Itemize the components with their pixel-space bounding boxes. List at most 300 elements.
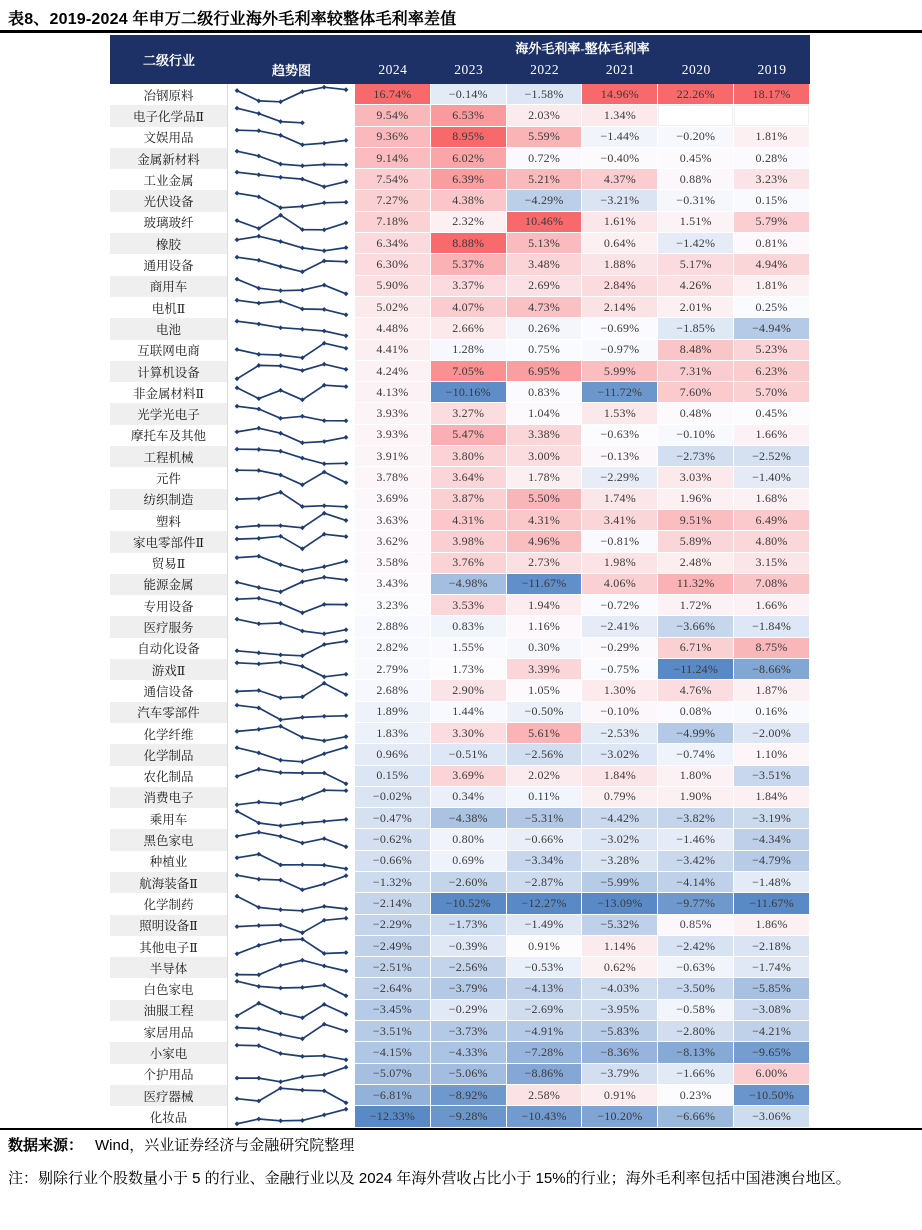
- sparkline-point-marker: [278, 823, 283, 828]
- value-cells: [355, 829, 810, 850]
- sparkline-point-marker: [300, 414, 305, 419]
- heatmap-value-cell-2023: 0.34%: [431, 787, 507, 808]
- trend-sparkline-cell: [228, 978, 355, 999]
- heatmap-value-cell-2021: 1.14%: [582, 936, 658, 957]
- sparkline-point-marker: [322, 752, 327, 757]
- heatmap-value-cell-2023: 6.02%: [431, 148, 507, 169]
- table-row: [110, 766, 810, 787]
- table-row: [110, 829, 810, 850]
- sparkline-chart: [228, 212, 355, 233]
- value-cells: [355, 233, 810, 254]
- sparkline-point-marker: [278, 758, 283, 763]
- sparkline-point-marker: [300, 440, 305, 445]
- sparkline-point-marker: [256, 173, 261, 178]
- heatmap-value-cell-2021: −5.83%: [582, 1021, 658, 1042]
- industry-label: 光学光电子: [110, 403, 228, 424]
- sparkline-point-marker: [300, 821, 305, 826]
- table-row: [110, 915, 810, 936]
- heatmap-value-cell-2021: −5.99%: [582, 872, 658, 893]
- table-row: [110, 893, 810, 914]
- sparkline-point-marker: [344, 367, 349, 372]
- heatmap-value-cell-2019: −4.79%: [734, 851, 810, 872]
- heatmap-value-cell-2023: −8.92%: [431, 1085, 507, 1106]
- sparkline-point-marker: [235, 979, 240, 984]
- heatmap-value-cell-2022: 2.69%: [507, 276, 583, 297]
- sparkline-point-marker: [300, 456, 305, 461]
- heatmap-value-cell-2022: 0.75%: [507, 340, 583, 361]
- industry-label: 白色家电: [110, 978, 228, 999]
- sparkline-point-marker: [278, 326, 283, 331]
- heatmap-value-cell-2019: 1.66%: [734, 595, 810, 616]
- sparkline-point-marker: [235, 580, 240, 585]
- heatmap-value-cell-2021: 1.53%: [582, 403, 658, 424]
- heatmap-value-cell-2020: −9.77%: [658, 893, 734, 914]
- industry-label: 化妆品: [110, 1106, 228, 1127]
- sparkline-point-marker: [344, 734, 349, 739]
- heatmap-value-cell-2023: −10.16%: [431, 382, 507, 403]
- heatmap-value-cell-2019: [734, 105, 810, 126]
- value-cells: [355, 169, 810, 190]
- sparkline-point-marker: [322, 738, 327, 743]
- heatmap-value-cell-2022: 5.21%: [507, 169, 583, 190]
- heatmap-value-cell-2024: 6.30%: [355, 254, 431, 275]
- heatmap-value-cell-2023: 0.83%: [431, 616, 507, 637]
- heatmap-value-cell-2020: −0.20%: [658, 127, 734, 148]
- trend-sparkline-cell: [228, 276, 355, 297]
- heatmap-value-cell-2022: 5.13%: [507, 233, 583, 254]
- industry-label: 冶钢原料: [110, 84, 228, 105]
- industry-label: 专用设备: [110, 595, 228, 616]
- industry-label: 化学制药: [110, 893, 228, 914]
- heatmap-value-cell-2022: 3.48%: [507, 254, 583, 275]
- sparkline-point-marker: [256, 943, 261, 948]
- heatmap-value-cell-2022: −8.86%: [507, 1064, 583, 1085]
- industry-label: 小家电: [110, 1042, 228, 1063]
- sparkline-point-marker: [322, 362, 327, 367]
- sparkline-point-marker: [278, 352, 283, 357]
- industry-label: 通信设备: [110, 680, 228, 701]
- industry-label: 个护用品: [110, 1064, 228, 1085]
- trend-sparkline-cell: [228, 829, 355, 850]
- value-cells: [355, 127, 810, 148]
- sparkline-point-marker: [235, 1025, 240, 1030]
- group-header-overseas-minus-overall: 海外毛利率-整体毛利率: [515, 41, 650, 56]
- sparkline-point-marker: [235, 298, 240, 303]
- heatmap-value-cell-2024: −2.49%: [355, 936, 431, 957]
- table-row: [110, 553, 810, 574]
- table-row: [110, 340, 810, 361]
- sparkline-point-marker: [278, 388, 283, 393]
- sparkline-chart: [228, 403, 355, 424]
- sparkline-point-marker: [256, 1044, 261, 1049]
- heatmap-value-cell-2024: −2.29%: [355, 915, 431, 936]
- value-cells: [355, 190, 810, 211]
- value-cells: [355, 382, 810, 403]
- heatmap-value-cell-2024: 9.36%: [355, 127, 431, 148]
- heatmap-value-cell-2024: 3.43%: [355, 574, 431, 595]
- heatmap-value-cell-2020: 3.03%: [658, 467, 734, 488]
- value-cells: [355, 553, 810, 574]
- value-cells: [355, 808, 810, 829]
- sparkline-point-marker: [235, 106, 240, 111]
- sparkline-chart: [228, 169, 355, 190]
- sparkline-point-marker: [300, 796, 305, 801]
- sparkline-point-marker: [278, 652, 283, 657]
- table-row: [110, 318, 810, 339]
- industry-label: 其他电子Ⅱ: [110, 936, 228, 957]
- sparkline-point-marker: [300, 1074, 305, 1079]
- sparkline-chart: [228, 723, 355, 744]
- sparkline-point-marker: [256, 128, 261, 133]
- sparkline-point-marker: [278, 239, 283, 244]
- sparkline-point-marker: [300, 862, 305, 867]
- sparkline-point-marker: [235, 255, 240, 260]
- table-row: [110, 744, 810, 765]
- heatmap-value-cell-2023: 5.47%: [431, 425, 507, 446]
- sparkline-point-marker: [300, 770, 305, 775]
- heatmap-value-cell-2019: 5.79%: [734, 212, 810, 233]
- heatmap-value-cell-2019: 1.68%: [734, 489, 810, 510]
- industry-label: 塑料: [110, 510, 228, 531]
- sparkline-point-marker: [344, 518, 349, 523]
- sparkline-point-marker: [235, 468, 240, 473]
- sparkline-point-marker: [344, 162, 349, 167]
- heatmap-value-cell-2022: 3.38%: [507, 425, 583, 446]
- value-cells: [355, 936, 810, 957]
- heatmap-value-cell-2020: 4.26%: [658, 276, 734, 297]
- heatmap-value-cell-2021: 1.61%: [582, 212, 658, 233]
- heatmap-value-cell-2022: −0.66%: [507, 829, 583, 850]
- heatmap-value-cell-2019: 3.15%: [734, 553, 810, 574]
- heatmap-value-cell-2019: 6.00%: [734, 1064, 810, 1085]
- heatmap-value-cell-2021: 2.14%: [582, 297, 658, 318]
- sparkline-point-marker: [322, 1054, 327, 1059]
- value-cells: [355, 766, 810, 787]
- sparkline-point-marker: [278, 363, 283, 368]
- industry-label: 商用车: [110, 276, 228, 297]
- table-row: [110, 276, 810, 297]
- heatmap-value-cell-2023: −5.06%: [431, 1064, 507, 1085]
- heatmap-value-cell-2022: −1.58%: [507, 84, 583, 105]
- sparkline-chart: [228, 361, 355, 382]
- trend-sparkline-cell: [228, 127, 355, 148]
- sparkline-point-marker: [344, 435, 349, 440]
- sparkline-point-marker: [235, 191, 240, 196]
- heatmap-value-cell-2021: −4.42%: [582, 808, 658, 829]
- heatmap-value-cell-2019: −3.06%: [734, 1106, 810, 1127]
- heatmap-value-cell-2023: 3.53%: [431, 595, 507, 616]
- heatmap-value-cell-2020: −8.13%: [658, 1042, 734, 1063]
- heatmap-value-cell-2023: 2.90%: [431, 680, 507, 701]
- table-row: [110, 957, 810, 978]
- heatmap-value-cell-2022: −4.13%: [507, 978, 583, 999]
- heatmap-value-cell-2023: 2.32%: [431, 212, 507, 233]
- sparkline-point-marker: [256, 523, 261, 528]
- trend-sparkline-cell: [228, 808, 355, 829]
- heatmap-value-cell-2021: −3.02%: [582, 744, 658, 765]
- trend-sparkline-cell: [228, 510, 355, 531]
- heatmap-value-cell-2023: −2.56%: [431, 957, 507, 978]
- sparkline-point-marker: [235, 170, 240, 175]
- heatmap-value-cell-2022: 3.39%: [507, 659, 583, 680]
- sparkline-point-marker: [300, 1054, 305, 1059]
- sparkline-point-marker: [344, 384, 349, 389]
- table-bottom-divider: [0, 1128, 922, 1130]
- sparkline-point-marker: [322, 140, 327, 145]
- sparkline-point-marker: [256, 984, 261, 989]
- value-cells: [355, 702, 810, 723]
- sparkline-point-marker: [300, 629, 305, 634]
- sparkline-point-marker: [322, 329, 327, 334]
- heatmap-value-cell-2019: 0.28%: [734, 148, 810, 169]
- heatmap-value-cell-2024: −5.07%: [355, 1064, 431, 1085]
- heatmap-value-cell-2024: 3.62%: [355, 531, 431, 552]
- heatmap-value-cell-2020: −4.14%: [658, 872, 734, 893]
- sparkline-point-marker: [278, 922, 283, 927]
- sparkline-chart: [228, 340, 355, 361]
- heatmap-value-cell-2023: 2.66%: [431, 318, 507, 339]
- trend-sparkline-cell: [228, 467, 355, 488]
- sparkline-point-marker: [344, 461, 349, 466]
- sparkline-point-marker: [300, 715, 305, 720]
- sparkline-point-marker: [344, 873, 349, 878]
- sparkline-point-marker: [235, 555, 240, 560]
- trend-sparkline-cell: [228, 872, 355, 893]
- sparkline-point-marker: [278, 621, 283, 626]
- sparkline-chart: [228, 702, 355, 723]
- sparkline-point-marker: [344, 138, 349, 143]
- heatmap-value-cell-2023: 3.27%: [431, 403, 507, 424]
- sparkline-point-marker: [278, 288, 283, 293]
- sparkline-chart: [228, 446, 355, 467]
- sparkline-point-marker: [256, 286, 261, 291]
- sparkline-point-marker: [235, 127, 240, 132]
- sparkline-point-marker: [344, 1107, 349, 1112]
- heatmap-value-cell-2023: −2.60%: [431, 872, 507, 893]
- heatmap-value-cell-2023: 7.05%: [431, 361, 507, 382]
- heatmap-value-cell-2020: −1.42%: [658, 233, 734, 254]
- sparkline-point-marker: [278, 1032, 283, 1037]
- sparkline-point-marker: [322, 461, 327, 466]
- sparkline-point-marker: [235, 855, 240, 860]
- value-cells: [355, 744, 810, 765]
- heatmap-value-cell-2019: 4.94%: [734, 254, 810, 275]
- heatmap-value-cell-2021: 3.41%: [582, 510, 658, 531]
- trend-sparkline-cell: [228, 190, 355, 211]
- table-row: [110, 1021, 810, 1042]
- sparkline-chart: [228, 1064, 355, 1085]
- heatmap-value-cell-2024: 6.34%: [355, 233, 431, 254]
- heatmap-value-cell-2020: −0.74%: [658, 744, 734, 765]
- sparkline-point-marker: [235, 745, 240, 750]
- heatmap-value-cell-2019: 0.15%: [734, 190, 810, 211]
- heatmap-value-cell-2019: 1.87%: [734, 680, 810, 701]
- heatmap-value-cell-2020: 0.88%: [658, 169, 734, 190]
- sparkline-point-marker: [256, 496, 261, 501]
- value-cells: [355, 361, 810, 382]
- table-row: [110, 489, 810, 510]
- heatmap-value-cell-2023: 3.80%: [431, 446, 507, 467]
- heatmap-value-cell-2021: −11.72%: [582, 382, 658, 403]
- heatmap-value-cell-2024: −4.15%: [355, 1042, 431, 1063]
- heatmap-value-cell-2024: 3.58%: [355, 553, 431, 574]
- table-row: [110, 531, 810, 552]
- sparkline-point-marker: [235, 660, 240, 665]
- heatmap-value-cell-2021: 14.96%: [582, 84, 658, 105]
- industry-label: 玻璃玻纤: [110, 212, 228, 233]
- sparkline-point-marker: [344, 220, 349, 225]
- trend-sparkline-cell: [228, 233, 355, 254]
- heatmap-value-cell-2022: −10.43%: [507, 1106, 583, 1127]
- heatmap-value-cell-2024: 4.41%: [355, 340, 431, 361]
- heatmap-value-cell-2020: −1.46%: [658, 829, 734, 850]
- heatmap-value-cell-2022: 1.04%: [507, 403, 583, 424]
- heatmap-value-cell-2020: 5.17%: [658, 254, 734, 275]
- heatmap-value-cell-2022: −5.31%: [507, 808, 583, 829]
- heatmap-value-cell-2019: 8.75%: [734, 638, 810, 659]
- sparkline-chart: [228, 1106, 355, 1127]
- heatmap-value-cell-2019: 1.81%: [734, 276, 810, 297]
- value-cells: [355, 84, 810, 105]
- margin-heatmap-table: [110, 35, 810, 1128]
- heatmap-value-cell-2020: 6.71%: [658, 638, 734, 659]
- sparkline-point-marker: [278, 431, 283, 436]
- heatmap-value-cell-2022: 1.94%: [507, 595, 583, 616]
- sparkline-point-marker: [322, 1072, 327, 1077]
- table-row: [110, 702, 810, 723]
- sparkline-point-marker: [322, 882, 327, 887]
- sparkline-point-marker: [235, 951, 240, 956]
- table-row: [110, 446, 810, 467]
- industry-label: 照明设备Ⅱ: [110, 915, 228, 936]
- industry-label: 医疗服务: [110, 616, 228, 637]
- year-header-2024: 2024: [378, 62, 408, 77]
- industry-label: 家电零部件Ⅱ: [110, 531, 228, 552]
- heatmap-value-cell-2019: 6.23%: [734, 361, 810, 382]
- value-cells: [355, 531, 810, 552]
- heatmap-value-cell-2024: 9.54%: [355, 105, 431, 126]
- sparkline-point-marker: [256, 153, 261, 158]
- trend-sparkline-cell: [228, 1000, 355, 1021]
- industry-label: 航海装备Ⅱ: [110, 872, 228, 893]
- sparkline-point-marker: [300, 986, 305, 991]
- heatmap-value-cell-2024: 2.68%: [355, 680, 431, 701]
- sparkline-chart: [228, 105, 355, 126]
- value-cells: [355, 1000, 810, 1021]
- heatmap-value-cell-2019: 4.80%: [734, 531, 810, 552]
- heatmap-value-cell-2021: −0.29%: [582, 638, 658, 659]
- sparkline-point-marker: [278, 938, 283, 943]
- value-cells: [355, 1085, 810, 1106]
- heatmap-value-cell-2019: −3.19%: [734, 808, 810, 829]
- trend-sparkline-cell: [228, 702, 355, 723]
- sparkline-point-marker: [322, 162, 327, 167]
- heatmap-value-cell-2020: [658, 105, 734, 126]
- sparkline-chart: [228, 915, 355, 936]
- heatmap-value-cell-2020: 5.89%: [658, 531, 734, 552]
- heatmap-value-cell-2021: 1.98%: [582, 553, 658, 574]
- heatmap-value-cell-2021: −1.44%: [582, 127, 658, 148]
- heatmap-value-cell-2020: 0.45%: [658, 148, 734, 169]
- heatmap-value-cell-2021: −10.20%: [582, 1106, 658, 1127]
- trend-sparkline-cell: [228, 1085, 355, 1106]
- value-cells: [355, 957, 810, 978]
- sparkline-point-marker: [235, 773, 240, 778]
- heatmap-value-cell-2024: 16.74%: [355, 84, 431, 105]
- heatmap-value-cell-2024: 4.48%: [355, 318, 431, 339]
- sparkline-chart: [228, 127, 355, 148]
- heatmap-value-cell-2020: 7.60%: [658, 382, 734, 403]
- sparkline-point-marker: [256, 585, 261, 590]
- heatmap-value-cell-2024: 9.14%: [355, 148, 431, 169]
- value-cells: [355, 723, 810, 744]
- heatmap-value-cell-2024: 3.93%: [355, 425, 431, 446]
- title-divider: [0, 30, 922, 33]
- value-cells: [355, 467, 810, 488]
- heatmap-value-cell-2023: 4.38%: [431, 190, 507, 211]
- sparkline-point-marker: [278, 660, 283, 665]
- sparkline-point-marker: [300, 368, 305, 373]
- sparkline-point-marker: [322, 201, 327, 206]
- sparkline-point-marker: [300, 163, 305, 168]
- industry-label: 电机Ⅱ: [110, 297, 228, 318]
- industry-label: 医疗器械: [110, 1085, 228, 1106]
- heatmap-value-cell-2019: −9.65%: [734, 1042, 810, 1063]
- sparkline-point-marker: [344, 558, 349, 563]
- sparkline-chart: [228, 829, 355, 850]
- sparkline-chart: [228, 531, 355, 552]
- trend-sparkline-cell: [228, 680, 355, 701]
- sparkline-point-marker: [278, 878, 283, 883]
- industry-label: 乘用车: [110, 808, 228, 829]
- heatmap-value-cell-2020: 11.32%: [658, 574, 734, 595]
- heatmap-value-cell-2022: 0.30%: [507, 638, 583, 659]
- sparkline-point-marker: [322, 185, 327, 190]
- industry-label: 纺织制造: [110, 489, 228, 510]
- sparkline-point-marker: [235, 218, 240, 223]
- sparkline-point-marker: [256, 923, 261, 928]
- heatmap-value-cell-2019: 6.49%: [734, 510, 810, 531]
- table-row: [110, 233, 810, 254]
- sparkline-point-marker: [235, 597, 240, 602]
- sparkline-point-marker: [322, 819, 327, 824]
- heatmap-value-cell-2020: −0.10%: [658, 425, 734, 446]
- sparkline-point-marker: [344, 334, 349, 339]
- sparkline-point-marker: [322, 439, 327, 444]
- sparkline-point-marker: [344, 577, 349, 582]
- heatmap-value-cell-2022: −7.28%: [507, 1042, 583, 1063]
- footer: [8, 1134, 914, 1194]
- trend-sparkline-cell: [228, 297, 355, 318]
- heatmap-value-cell-2024: −12.33%: [355, 1106, 431, 1127]
- heatmap-value-cell-2024: −0.62%: [355, 829, 431, 850]
- heatmap-value-cell-2024: 3.78%: [355, 467, 431, 488]
- sparkline-chart: [228, 574, 355, 595]
- sparkline-point-marker: [256, 799, 261, 804]
- sparkline-point-marker: [256, 426, 261, 431]
- heatmap-value-cell-2024: 5.02%: [355, 297, 431, 318]
- heatmap-value-cell-2022: −1.49%: [507, 915, 583, 936]
- sparkline-point-marker: [344, 628, 349, 633]
- trend-sparkline-cell: [228, 595, 355, 616]
- trend-sparkline-cell: [228, 403, 355, 424]
- heatmap-value-cell-2020: −3.42%: [658, 851, 734, 872]
- heatmap-value-cell-2019: 0.45%: [734, 403, 810, 424]
- sparkline-point-marker: [235, 237, 240, 242]
- heatmap-value-cell-2020: 1.96%: [658, 489, 734, 510]
- sparkline-point-marker: [256, 1117, 261, 1122]
- heatmap-value-cell-2022: 2.02%: [507, 766, 583, 787]
